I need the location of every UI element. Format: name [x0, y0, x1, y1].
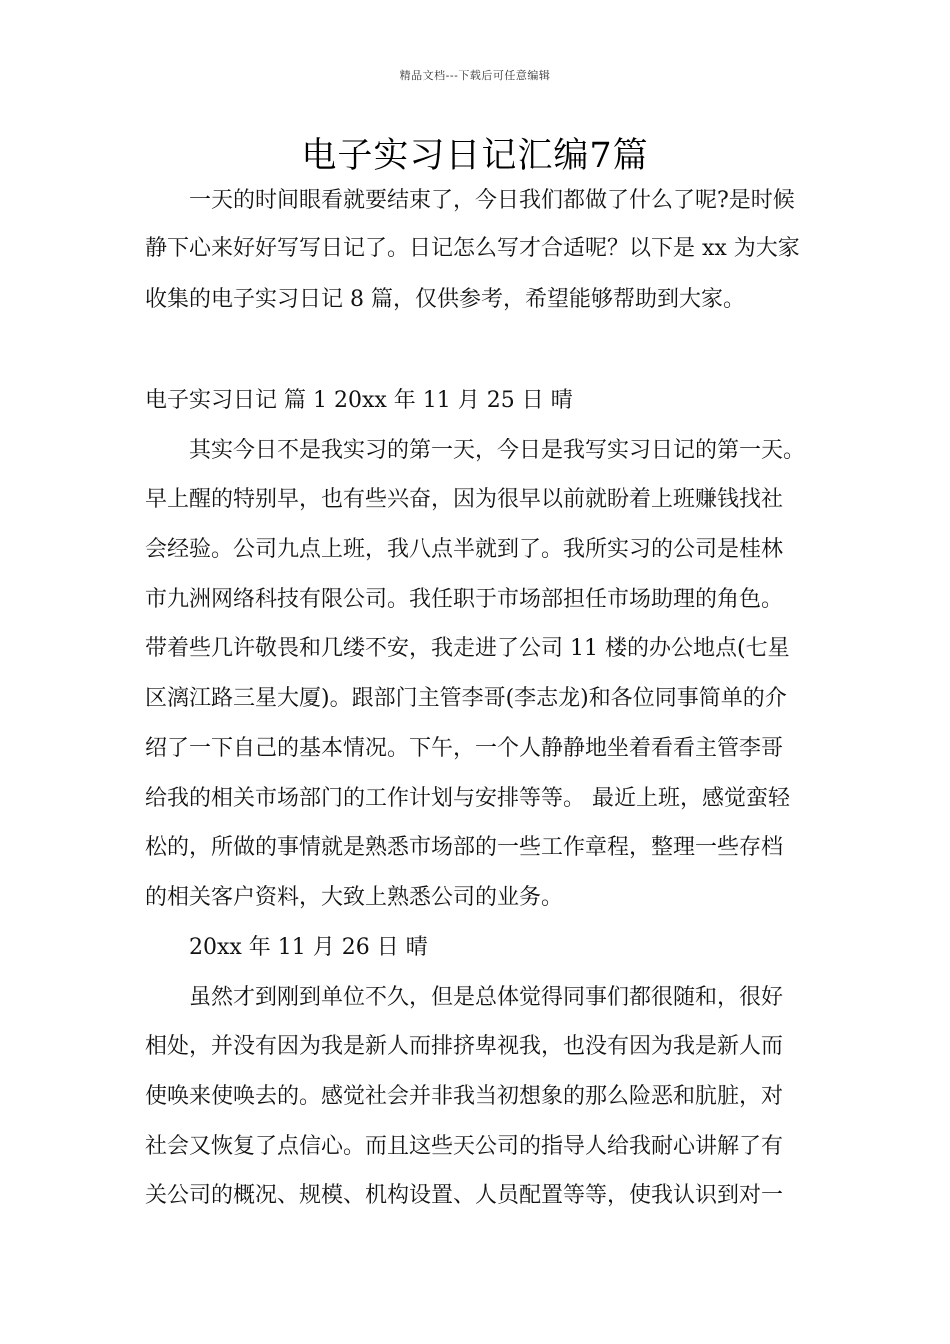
entry1-line: 市九洲网络科技有限公司。我任职于市场部担任市场助理的角色。: [145, 587, 784, 612]
entry-date: 20xx 年 11 月 26 日 晴: [189, 935, 428, 960]
entry1-line: 区漓江路三星大厦)。跟部门主管李哥(李志龙)和各位同事简单的介: [145, 686, 787, 711]
entry2-line: 关公司的概况、规模、机构设置、人员配置等等，使我认识到对一: [145, 1183, 784, 1208]
intro-line: 静下心来好好写写日记了。日记怎么写才合适呢？以下是 xx 为大家: [145, 236, 800, 261]
entry2-line: 虽然才到刚到单位不久，但是总体觉得同事们都很随和，很好: [189, 985, 784, 1010]
entry1-line: 绍了一下自己的基本情况。下午，一个人静静地坐着看看主管李哥: [145, 736, 784, 761]
header-note: 精品文档---下载后可任意编辑: [399, 69, 551, 82]
entry1-line: 其实今日不是我实习的第一天，今日是我写实习日记的第一天。: [189, 438, 806, 463]
entry2-line: 相处，并没有因为我是新人而排挤卑视我，也没有因为我是新人而: [145, 1034, 784, 1059]
entry1-line: 给我的相关市场部门的工作计划与安排等等。 最近上班，感觉蛮轻: [145, 786, 790, 811]
intro-line: 一天的时间眼看就要结束了，今日我们都做了什么了呢?是时候: [189, 188, 795, 213]
entry1-line: 的相关客户资料，大致上熟悉公司的业务。: [145, 885, 564, 910]
entry1-line: 会经验。公司九点上班，我八点半就到了。我所实习的公司是桂林: [145, 537, 784, 562]
entry2-line: 社会又恢复了点信心。而且这些天公司的指导人给我耐心讲解了有: [145, 1134, 784, 1159]
entry1-line: 松的，所做的事情就是熟悉市场部的一些工作章程，整理一些存档: [145, 835, 784, 860]
entry1-line: 带着些几许敬畏和几缕不安，我走进了公司 11 楼的办公地点(七星: [145, 636, 790, 661]
intro-line: 收集的电子实习日记 8 篇，仅供参考，希望能够帮助到大家。: [145, 287, 745, 312]
document-title: 电子实习日记汇编7篇: [301, 136, 649, 176]
entry1-line: 早上醒的特别早，也有些兴奋，因为很早以前就盼着上班赚钱找社: [145, 487, 784, 512]
entry-heading: 电子实习日记 篇 1 20xx 年 11 月 25 日 晴: [145, 388, 573, 413]
entry2-line: 使唤来使唤去的。感觉社会并非我当初想象的那么险恶和肮脏，对: [145, 1084, 784, 1109]
